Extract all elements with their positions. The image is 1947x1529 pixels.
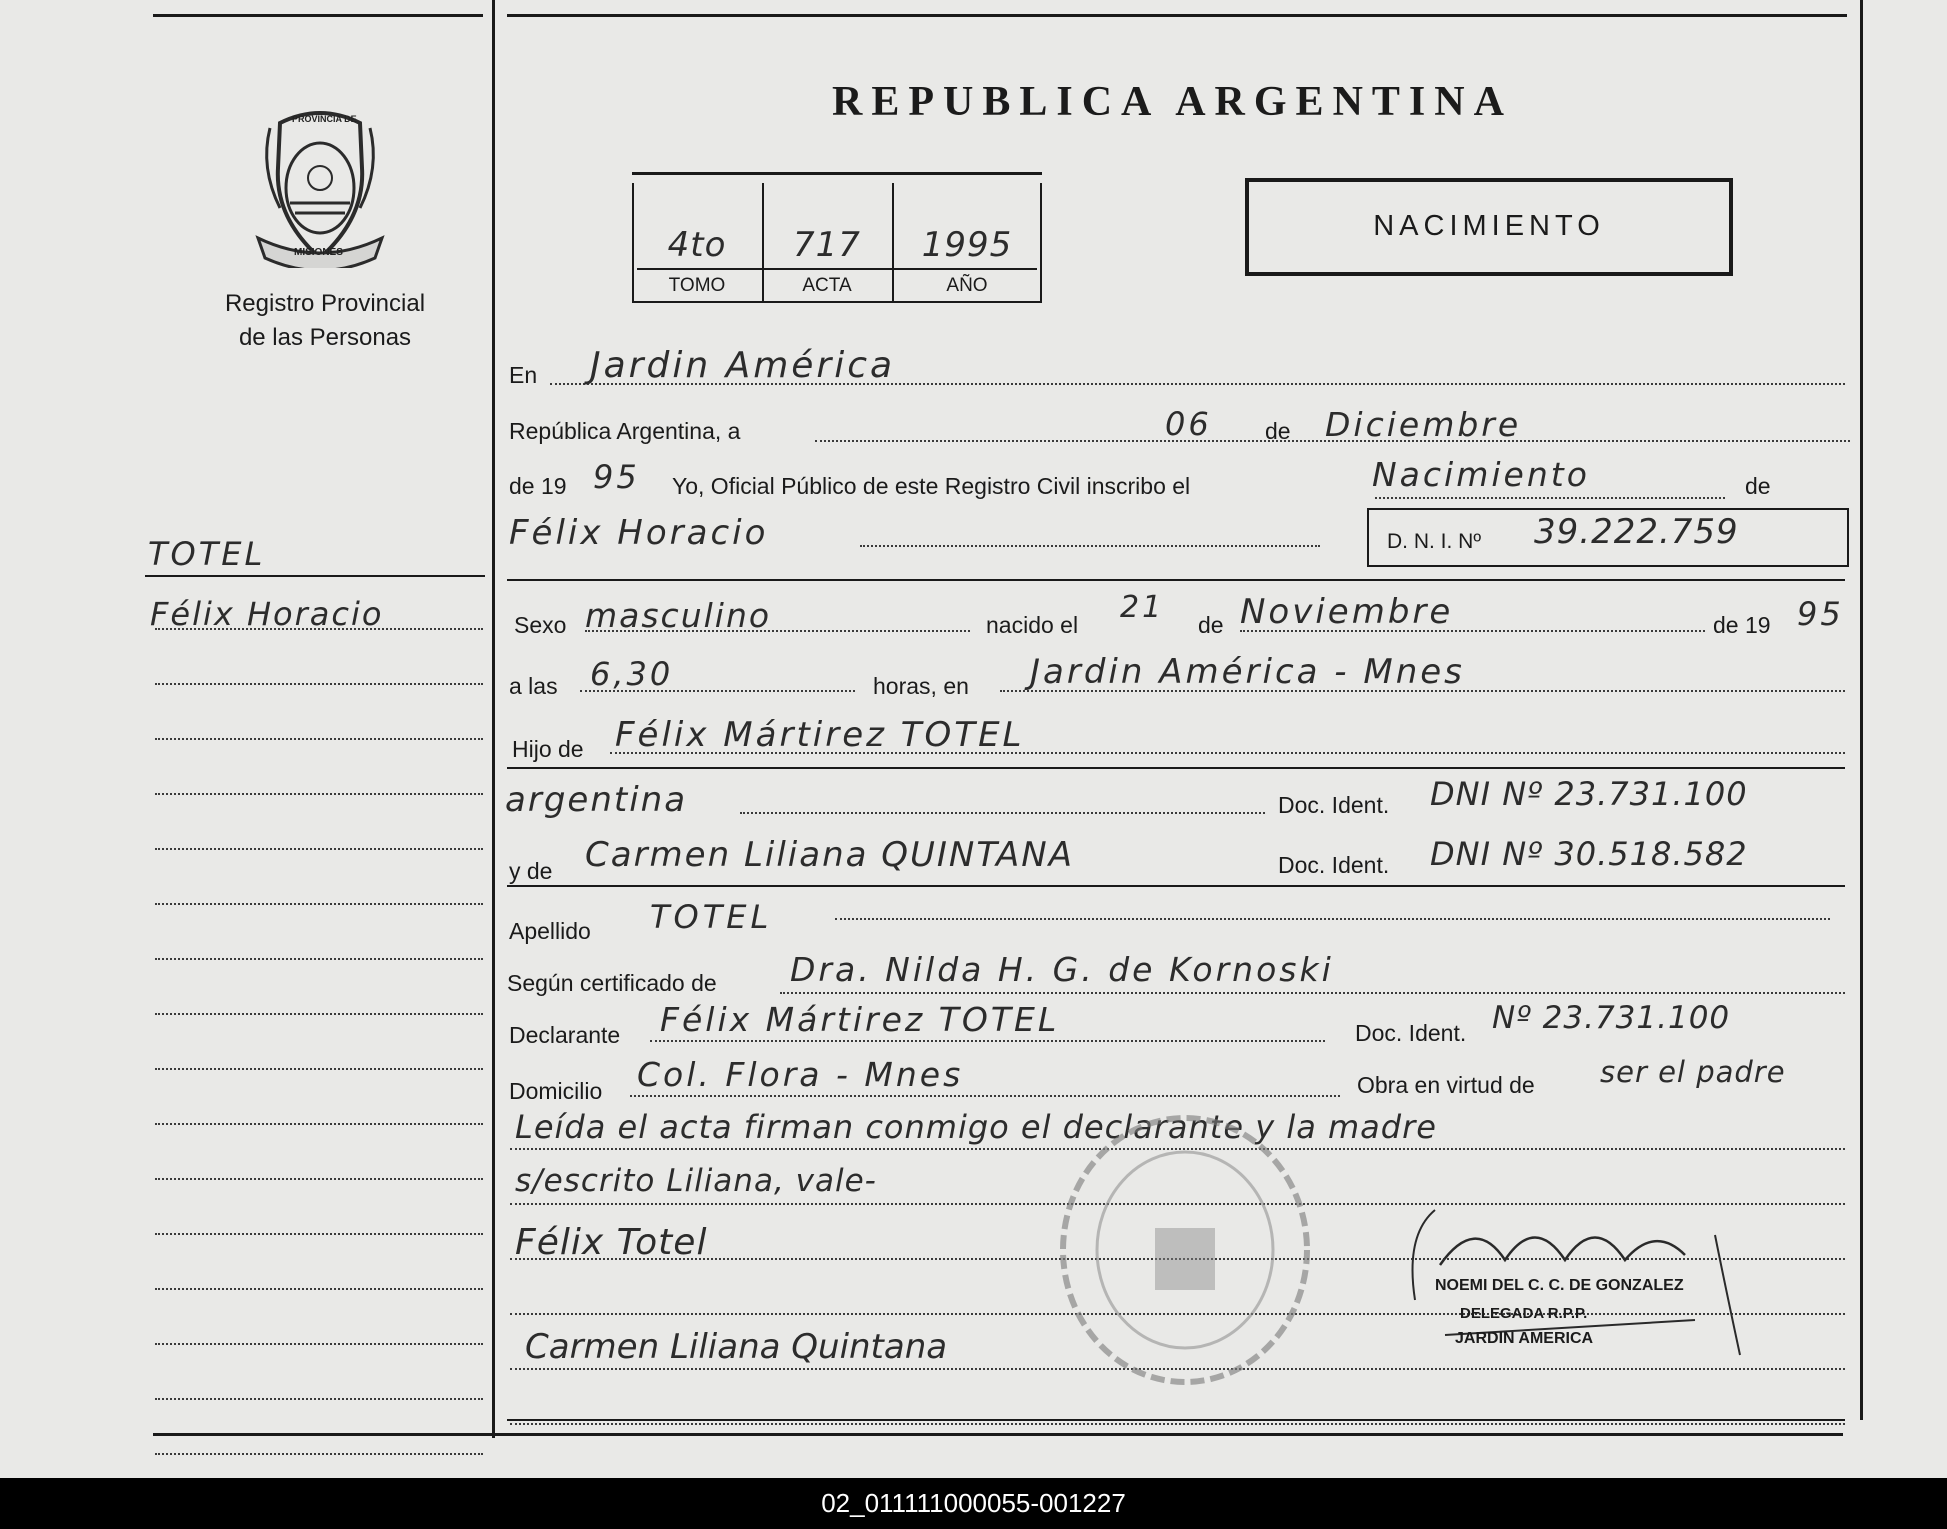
dots-name — [860, 545, 1320, 547]
declarante-label: Declarante — [509, 1022, 621, 1048]
section-rule-1 — [507, 579, 1845, 581]
margin-dotted-line — [155, 1013, 483, 1015]
official-signature-stamp — [1395, 1205, 1755, 1365]
seal-bottom-text: MISIONES — [294, 247, 343, 258]
obra-label: Obra en virtud de — [1357, 1072, 1535, 1098]
body-dotted-line — [510, 1423, 1845, 1425]
dots-domicilio — [630, 1095, 1340, 1097]
year-prefix-label: de 19 — [509, 473, 567, 499]
right-border — [1860, 0, 1863, 1420]
section-rule-2 — [507, 767, 1845, 769]
column-divider — [492, 0, 495, 1438]
dots-place — [1000, 690, 1845, 692]
margin-dotted-line — [155, 958, 483, 960]
place-value: Jardin América - Mnes — [1030, 652, 1465, 692]
domicilio-label: Domicilio — [509, 1078, 603, 1104]
official-name: NOEMI DEL C. C. DE GONZALEZ — [1435, 1277, 1684, 1294]
de-label-2: de — [1745, 473, 1771, 499]
sexo-label: Sexo — [514, 612, 567, 638]
dots-declarante — [650, 1040, 1325, 1042]
acta-value: 717 — [793, 225, 861, 265]
inscribo-value: Nacimiento — [1372, 455, 1590, 494]
declarante-value: Félix Mártirez TOTEL — [660, 1000, 1060, 1039]
margin-dotted-line — [155, 738, 483, 740]
dots-apellido — [835, 918, 1830, 920]
bottom-rule — [153, 1433, 1843, 1436]
sexo-value: masculino — [585, 596, 772, 635]
margin-dotted-line — [155, 793, 483, 795]
section-rule-3 — [507, 885, 1845, 887]
en-value: Jardin América — [590, 345, 896, 386]
segun-value: Dra. Nilda H. G. de Kornoski — [790, 950, 1334, 989]
signature-mother: Carmen Liliana Quintana — [525, 1327, 948, 1367]
mother-value: Carmen Liliana QUINTANA — [585, 835, 1074, 875]
y-de-label: y de — [509, 858, 553, 884]
margin-dotted-line — [155, 1233, 483, 1235]
margin-dotted-line — [155, 1398, 483, 1400]
record-number-box — [632, 172, 1042, 307]
obra-value: ser el padre — [1600, 1055, 1786, 1089]
a-las-label: a las — [509, 673, 558, 699]
note-line-2: s/escrito Liliana, vale- — [515, 1163, 877, 1199]
segun-label: Según certificado de — [507, 970, 717, 996]
tomo-label: TOMO — [668, 275, 726, 296]
margin-dotted-line — [155, 683, 483, 685]
year-suffix-value: 95 — [593, 458, 640, 496]
official-place: JARDIN AMERICA — [1455, 1330, 1594, 1347]
day-value: 06 — [1165, 405, 1212, 443]
dots-hora — [580, 690, 855, 692]
seal-top-text: PROVINCIA DE — [292, 114, 357, 124]
name-value: Félix Horacio — [509, 513, 769, 553]
en-label: En — [509, 362, 538, 388]
image-code-footer: 02_011111000055-001227 — [0, 1478, 1947, 1529]
tomo-value: 4to — [667, 225, 727, 265]
dni-box — [1367, 508, 1849, 567]
signature-father: Félix Totel — [515, 1222, 708, 1263]
dni-label: D. N. I. Nº — [1387, 530, 1482, 553]
province-seal-logo — [250, 108, 390, 268]
apellido-label: Apellido — [509, 918, 591, 944]
top-rule-left — [153, 14, 483, 17]
official-round-stamp — [1055, 1110, 1315, 1390]
margin-dotted-line — [155, 1123, 483, 1125]
bottom-rule-inner — [507, 1419, 1845, 1421]
de-label: de — [1265, 418, 1291, 444]
note-line-1: Leída el acta firman conmigo el declarante y la madre — [515, 1108, 1437, 1146]
de-label-3: de — [1198, 612, 1224, 638]
father-value: Félix Mártirez TOTEL — [615, 715, 1025, 755]
dots-nationality — [740, 812, 1265, 814]
anio-label: AÑO — [946, 275, 988, 296]
dots-sexo — [585, 630, 970, 632]
de-19-label: de 19 — [1713, 612, 1771, 638]
nacido-label: nacido el — [986, 612, 1079, 638]
margin-dotted-line — [155, 628, 483, 630]
republica-label: República Argentina, a — [509, 418, 741, 444]
registry-line-2: de las Personas — [238, 324, 412, 351]
record-type: NACIMIENTO — [1373, 210, 1605, 242]
record-type-box — [1245, 178, 1733, 276]
doc-ident-label-mother: Doc. Ident. — [1278, 852, 1390, 878]
country-title: REPUBLICA ARGENTINA — [832, 79, 1513, 125]
dots-month — [1240, 630, 1705, 632]
domicilio-value: Col. Flora - Mnes — [637, 1055, 964, 1094]
birth-year-value: 95 — [1797, 595, 1844, 633]
dots-inscribo — [1375, 497, 1725, 499]
margin-given-names: Félix Horacio — [150, 595, 384, 633]
apellido-value: TOTEL — [650, 898, 773, 936]
anio-value: 1995 — [921, 225, 1013, 265]
doc-ident-label-father: Doc. Ident. — [1278, 792, 1390, 818]
nationality-value: argentina — [505, 780, 688, 820]
birth-month-value: Noviembre — [1240, 592, 1454, 632]
dni-value: 39.222.759 — [1534, 512, 1739, 552]
margin-dotted-line — [155, 1068, 483, 1070]
margin-dotted-line — [155, 1178, 483, 1180]
margin-dotted-line — [155, 848, 483, 850]
margin-surname: TOTEL — [148, 535, 266, 573]
dots-segun — [780, 992, 1845, 994]
dots-father — [610, 752, 1845, 754]
month-value: Diciembre — [1325, 405, 1522, 444]
margin-dotted-line — [155, 1288, 483, 1290]
hijo-de-label: Hijo de — [512, 736, 584, 762]
margin-dotted-line — [155, 903, 483, 905]
margin-rule — [145, 575, 485, 577]
official-title: DELEGADA R.P.P. — [1460, 1305, 1588, 1322]
father-doc-value: DNI Nº 23.731.100 — [1430, 775, 1748, 813]
doc-ident-label-declarante: Doc. Ident. — [1355, 1020, 1467, 1046]
declarante-doc-value: Nº 23.731.100 — [1492, 1000, 1731, 1036]
top-rule-right — [507, 14, 1847, 17]
yo-label: Yo, Oficial Público de este Registro Civil inscribo el — [672, 473, 1191, 499]
horas-en-label: horas, en — [873, 673, 969, 699]
acta-label: ACTA — [802, 275, 852, 296]
margin-dotted-line — [155, 1343, 483, 1345]
mother-doc-value: DNI Nº 30.518.582 — [1430, 835, 1748, 873]
birth-day-value: 21 — [1120, 590, 1165, 625]
hora-value: 6,30 — [590, 655, 674, 693]
margin-dotted-line — [155, 1453, 483, 1455]
registry-line-1: Registro Provincial — [224, 290, 426, 317]
